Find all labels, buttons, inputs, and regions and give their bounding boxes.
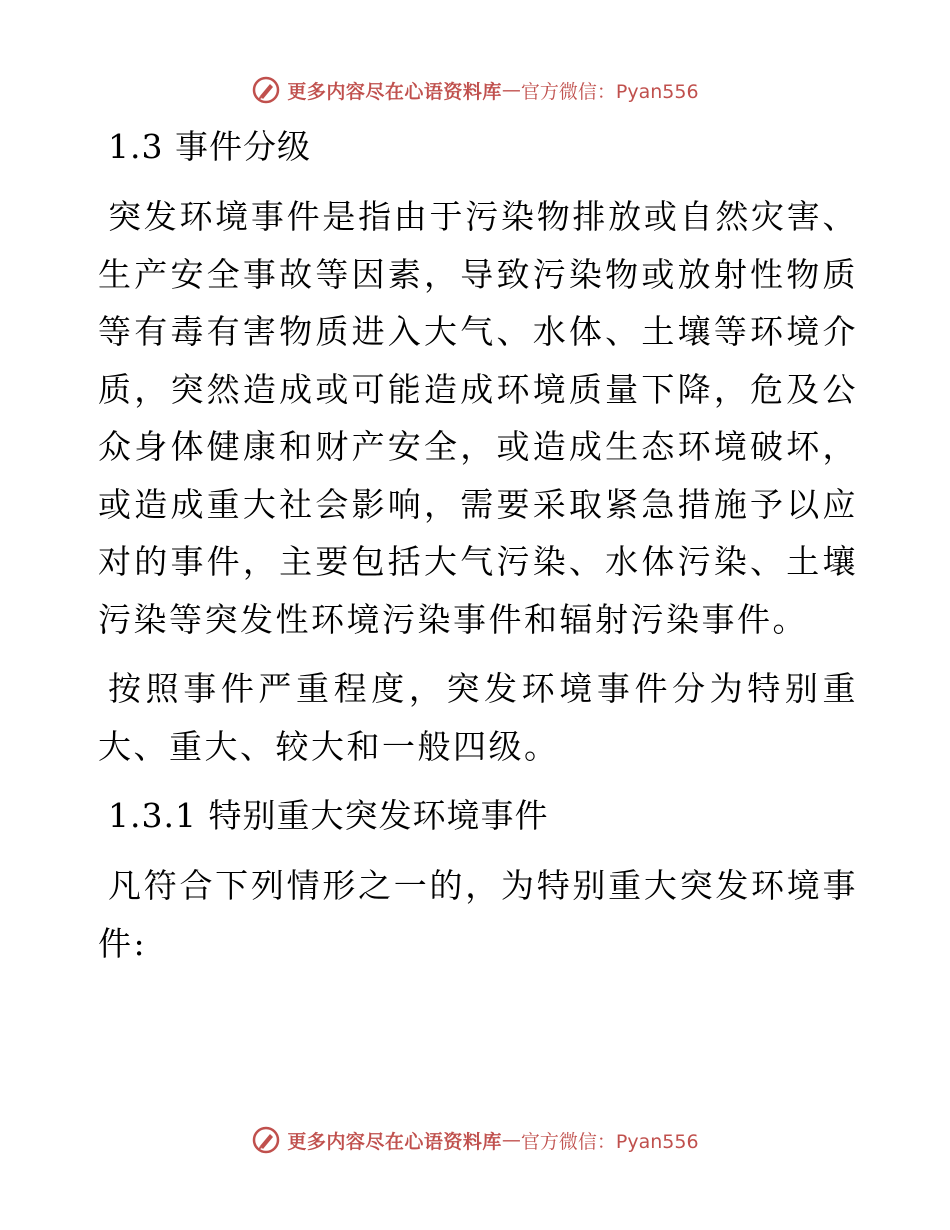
paragraph-definition: 突发环境事件是指由于污染物排放或自然灾害、生产安全事故等因素，导致污染物或放射性物质等有毒有害物质进入大气、水体、土壤等环境介质，突然造成或可能造成环境质量下降，危及公众身体健康和财产安全，或造成生态环境破坏，或造成重大社会影响，需要采取紧急措施予以应对的事件，主要包括大气污染、水体污染、土壤污染等突发性环境污染事件和辐射污染事件。 (98, 197, 858, 639)
watermark-separator: — (501, 1129, 521, 1151)
section-heading-1-3: 1.3 事件分级 (108, 127, 311, 166)
watermark-contact: 官方微信：Pyan556 (520, 1130, 699, 1153)
watermark-header (0, 70, 950, 110)
paragraph-classification: 按照事件严重程度，突发环境事件分为特别重大、重大、较大和一般四级。 (98, 669, 858, 766)
paragraph-criteria-intro: 凡符合下列情形之一的，为特别重大突发环境事件: (98, 866, 858, 963)
watermark-brand: 更多内容尽在心语资料库 (287, 80, 502, 103)
pen-logo-icon (251, 75, 281, 105)
watermark-footer (0, 1120, 950, 1160)
document-body (98, 118, 858, 984)
watermark-contact: 官方微信：Pyan556 (520, 80, 699, 103)
pen-logo-icon (251, 1125, 281, 1155)
section-heading-1-3-1: 1.3.1 特别重大突发环境事件 (108, 796, 549, 835)
watermark-brand: 更多内容尽在心语资料库 (287, 1130, 502, 1153)
watermark-separator: — (501, 79, 521, 101)
